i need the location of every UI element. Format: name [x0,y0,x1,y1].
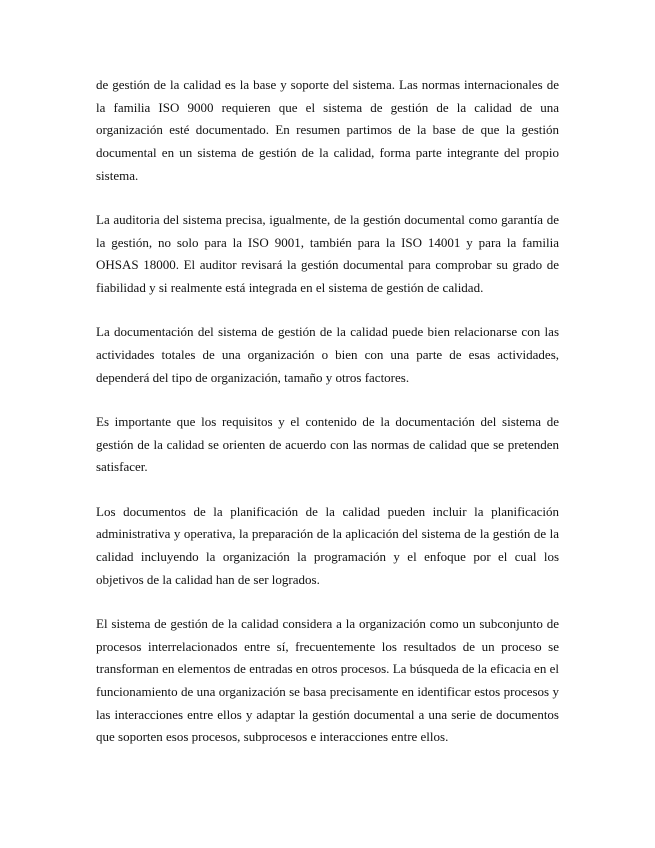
paragraph-4: Es importante que los requisitos y el contenido de la documentación del sistema de gestión de la calidad se orienten de acuerdo con las normas de calidad que se pretenden satisfacer. [96,413,559,475]
paragraph-1: de gestión de la calidad es la base y soporte del sistema. Las normas internacionales de la familia ISO 9000 requieren que el sistema de gestión de la calidad de una organización esté documentado. En resumen partimos de la base de que la gestión documental en un sistema de gestión de la calidad, forma parte integrante del propio sistema. [96,77,559,183]
document-body [96,74,559,771]
paragraph-3: La documentación del sistema de gestión de la calidad puede bien relacionarse con las actividades totales de una organización o bien con una parte de esas actividades, dependerá del tipo de organización, tamaño y otros factores. [96,324,559,385]
paragraph-6: El sistema de gestión de la calidad considera a la organización como un subconjunto de procesos interrelacionados entre sí, frecuentemente los resultados de un proceso se transforman en elementos de entradas en otros procesos. La búsqueda de la eficacia en el funcionamiento de una organización se basa precisamente en identificar estos procesos y las interacciones entre ellos y adaptar la gestión documental a una serie de documentos que soporten esos procesos, subprocesos e interacciones entre ellos. [96,615,559,745]
paragraph-2: La auditoria del sistema precisa, igualmente, de la gestión documental como garantía de la gestión, no solo para la ISO 9001, también para la ISO 14001 y para la familia OHSAS 18000. El auditor revisará la gestión documental para comprobar su grado de fiabilidad y si realmente está integrada en el sistema de gestión de calidad. [96,212,559,296]
paragraph-5: Los documentos de la planificación de la calidad pueden incluir la planificación administrativa y operativa, la preparación de la aplicación del sistema de la gestión de la calidad incluyendo la organización la programación y el enfoque por el cual los objetivos de la calidad han de ser logrados. [96,503,559,587]
